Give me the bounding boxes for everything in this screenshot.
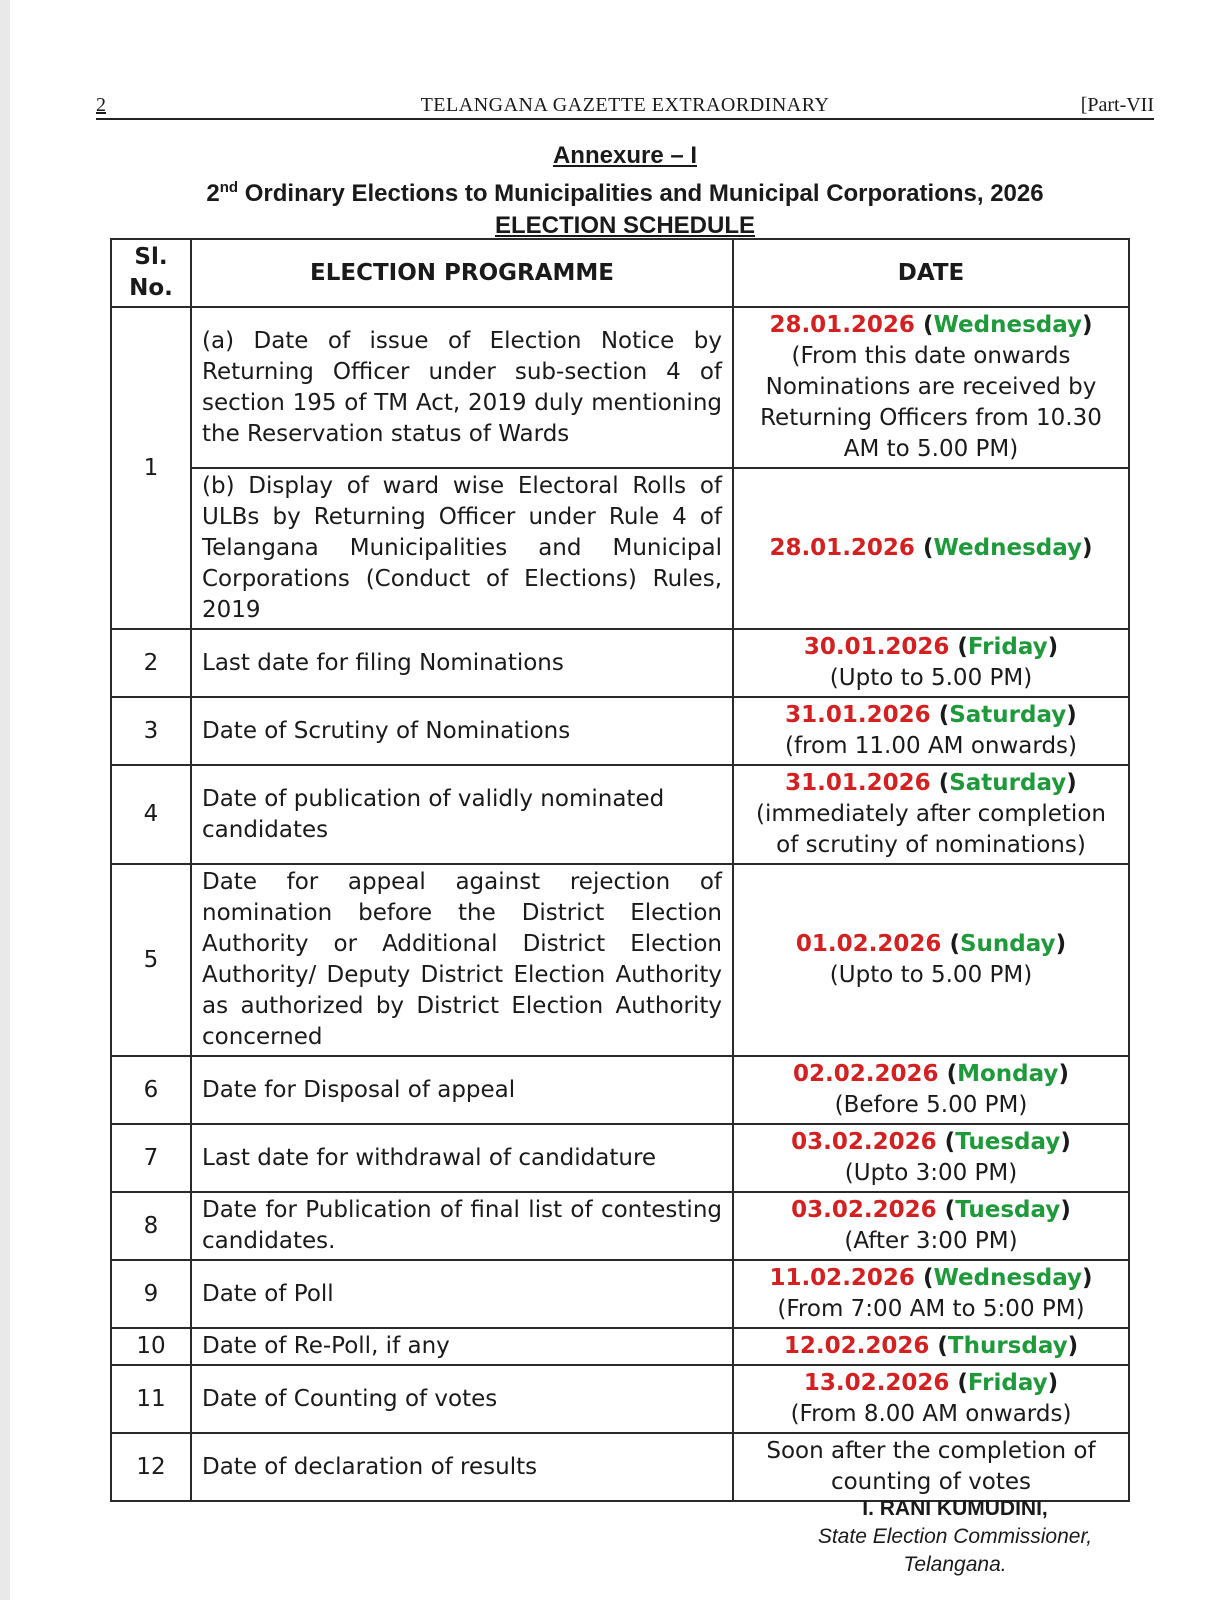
table-row — [111, 697, 1129, 765]
row-sl-no: 11 — [111, 1365, 191, 1433]
date-line: 11.02.2026 (Wednesday) — [769, 1265, 1093, 1291]
table-row — [111, 307, 1129, 468]
table-row — [111, 1433, 1129, 1501]
schedule-day: Saturday — [949, 770, 1067, 796]
date-note: (Before 5.00 PM) — [834, 1092, 1028, 1118]
row-date-cell — [733, 1124, 1129, 1192]
date-note: (Upto to 5.00 PM) — [829, 962, 1033, 988]
date-line: 03.02.2026 (Tuesday) — [791, 1197, 1071, 1223]
date-line: 28.01.2026 (Wednesday) — [769, 312, 1093, 338]
schedule-date: 11.02.2026 — [769, 1265, 915, 1291]
row-programme: Date for Disposal of appeal — [191, 1056, 733, 1124]
row-date-cell — [733, 1328, 1129, 1365]
date-note: Soon after the completion of counting of votes — [766, 1438, 1096, 1495]
schedule-day: Monday — [957, 1061, 1059, 1087]
signatory-state: Telangana. — [903, 1553, 1007, 1576]
gazette-title: TELANGANA GAZETTE EXTRAORDINARY — [420, 94, 830, 116]
schedule-date: 31.01.2026 — [785, 770, 931, 796]
document-titles — [96, 140, 1154, 242]
annexure-title: Annexure – I — [552, 142, 698, 169]
table-row — [111, 1365, 1129, 1433]
header-sl-no: Sl. No. — [111, 239, 191, 307]
schedule-day: Wednesday — [933, 535, 1083, 561]
table-row — [111, 468, 1129, 629]
schedule-day: Wednesday — [933, 1265, 1083, 1291]
date-note: (from 11.00 AM onwards) — [784, 733, 1077, 759]
row-programme: Date of Scrutiny of Nominations — [191, 697, 733, 765]
row-date-cell — [733, 629, 1129, 697]
date-line: 31.01.2026 (Saturday) — [785, 702, 1077, 728]
schedule-date: 30.01.2026 — [803, 634, 950, 660]
schedule-day: Wednesday — [933, 312, 1083, 338]
date-line: 30.01.2026 (Friday) — [803, 634, 1059, 660]
date-line: 12.02.2026 (Thursday) — [783, 1333, 1079, 1359]
row-date-cell — [733, 1365, 1129, 1433]
row-sl-no: 7 — [111, 1124, 191, 1192]
signature-block — [790, 1495, 1120, 1579]
election-title-rest: Ordinary Elections to Municipalities and Municipal Corporations, 2026 — [238, 180, 1044, 207]
row-programme: Date of Counting of votes — [191, 1365, 733, 1433]
row-sl-no: 4 — [111, 765, 191, 864]
row-sl-no: 5 — [111, 864, 191, 1056]
table-header-row — [111, 239, 1129, 307]
schedule-day: Friday — [967, 634, 1048, 660]
schedule-date: 12.02.2026 — [783, 1333, 930, 1359]
date-note: (From 8.00 AM onwards) — [790, 1401, 1072, 1427]
table-row — [111, 1328, 1129, 1365]
row-programme: Last date for filing Nominations — [191, 629, 733, 697]
schedule-date: 03.02.2026 — [791, 1129, 937, 1155]
row-date-cell — [733, 1056, 1129, 1124]
row-programme: Date for Publication of final list of contesting candidates. — [191, 1192, 733, 1260]
table-row — [111, 1056, 1129, 1124]
row-sl-no: 2 — [111, 629, 191, 697]
row-sl-no: 10 — [111, 1328, 191, 1365]
row-sl-no: 8 — [111, 1192, 191, 1260]
election-title-prefix: 2 — [206, 180, 220, 207]
row-programme: Date of Re-Poll, if any — [191, 1328, 733, 1365]
date-note: (Upto to 5.00 PM) — [829, 665, 1033, 691]
row-programme: Date of declaration of results — [191, 1433, 733, 1501]
date-line: 31.01.2026 (Saturday) — [785, 770, 1077, 796]
schedule-date: 01.02.2026 — [795, 931, 942, 957]
row-sl-no: 9 — [111, 1260, 191, 1328]
schedule-day: Saturday — [949, 702, 1067, 728]
row-date-cell — [733, 468, 1129, 629]
table-row — [111, 864, 1129, 1056]
row-date-cell — [733, 307, 1129, 468]
date-line: 01.02.2026 (Sunday) — [795, 931, 1067, 957]
row-date-cell — [733, 697, 1129, 765]
date-line: 02.02.2026 (Monday) — [793, 1061, 1069, 1087]
election-schedule-table — [110, 238, 1130, 1502]
date-note: (After 3:00 PM) — [844, 1228, 1018, 1254]
schedule-date: 13.02.2026 — [803, 1370, 950, 1396]
row-programme: Last date for withdrawal of candidature — [191, 1124, 733, 1192]
row-sl-no: 6 — [111, 1056, 191, 1124]
gazette-header — [96, 92, 1154, 120]
page-number: 2 — [96, 94, 106, 116]
schedule-date: 03.02.2026 — [791, 1197, 937, 1223]
row-programme: (a) Date of issue of Election Notice by Returning Officer under sub-section 4 of section 195 of TM Act, 2019 duly mentioning the Reservation status of Wards — [191, 307, 733, 468]
date-line: 03.02.2026 (Tuesday) — [791, 1129, 1071, 1155]
header-date: DATE — [733, 239, 1129, 307]
part-label: [Part-VII — [1080, 94, 1154, 116]
schedule-date: 28.01.2026 — [769, 312, 915, 338]
row-date-cell — [733, 1260, 1129, 1328]
page-edge — [0, 0, 10, 1600]
signatory-designation: State Election Commissioner, — [817, 1525, 1093, 1548]
schedule-date: 31.01.2026 — [785, 702, 931, 728]
schedule-day: Friday — [967, 1370, 1048, 1396]
election-title — [96, 172, 1154, 210]
row-programme: Date of Poll — [191, 1260, 733, 1328]
schedule-day: Sunday — [959, 931, 1056, 957]
row-date-cell — [733, 765, 1129, 864]
date-note: (immediately after completion of scrutiny of nominations) — [756, 801, 1106, 858]
table-row — [111, 1192, 1129, 1260]
row-date-cell — [733, 864, 1129, 1056]
date-note: (Upto 3:00 PM) — [844, 1160, 1018, 1186]
schedule-date: 28.01.2026 — [769, 535, 915, 561]
row-programme: (b) Display of ward wise Electoral Rolls of ULBs by Returning Officer under Rule 4 of Telangana Municipalities and Municipal Corporations (Conduct of Elections) Rules, 2019 — [191, 468, 733, 629]
table-row — [111, 765, 1129, 864]
row-sl-no: 12 — [111, 1433, 191, 1501]
date-note: (From this date onwards Nominations are received by Returning Officers from 10.30 AM to 5.00 PM) — [760, 343, 1102, 462]
row-programme: Date of publication of validly nominated candidates — [191, 765, 733, 864]
schedule-day: Thursday — [947, 1333, 1068, 1359]
row-date-cell — [733, 1192, 1129, 1260]
date-note: (From 7:00 AM to 5:00 PM) — [777, 1296, 1085, 1322]
row-sl-no: 1 — [111, 307, 191, 629]
date-line: 13.02.2026 (Friday) — [803, 1370, 1059, 1396]
signatory-name: I. RANI KUMUDINI, — [862, 1497, 1048, 1520]
date-line: 28.01.2026 (Wednesday) — [769, 535, 1093, 561]
schedule-date: 02.02.2026 — [793, 1061, 939, 1087]
table-row — [111, 1124, 1129, 1192]
header-programme: ELECTION PROGRAMME — [191, 239, 733, 307]
schedule-day: Tuesday — [955, 1197, 1061, 1223]
table-body — [111, 307, 1129, 1501]
row-sl-no: 3 — [111, 697, 191, 765]
row-programme: Date for appeal against rejection of nomination before the District Election Authority or Additional District Election Authority/ Deputy District Election Authority as authorized by District Election Authority concerned — [191, 864, 733, 1056]
table-row — [111, 629, 1129, 697]
table-row — [111, 1260, 1129, 1328]
row-date-cell — [733, 1433, 1129, 1501]
schedule-day: Tuesday — [955, 1129, 1061, 1155]
schedule-title: ELECTION SCHEDULE — [494, 212, 755, 239]
election-title-sup: nd — [219, 179, 239, 196]
